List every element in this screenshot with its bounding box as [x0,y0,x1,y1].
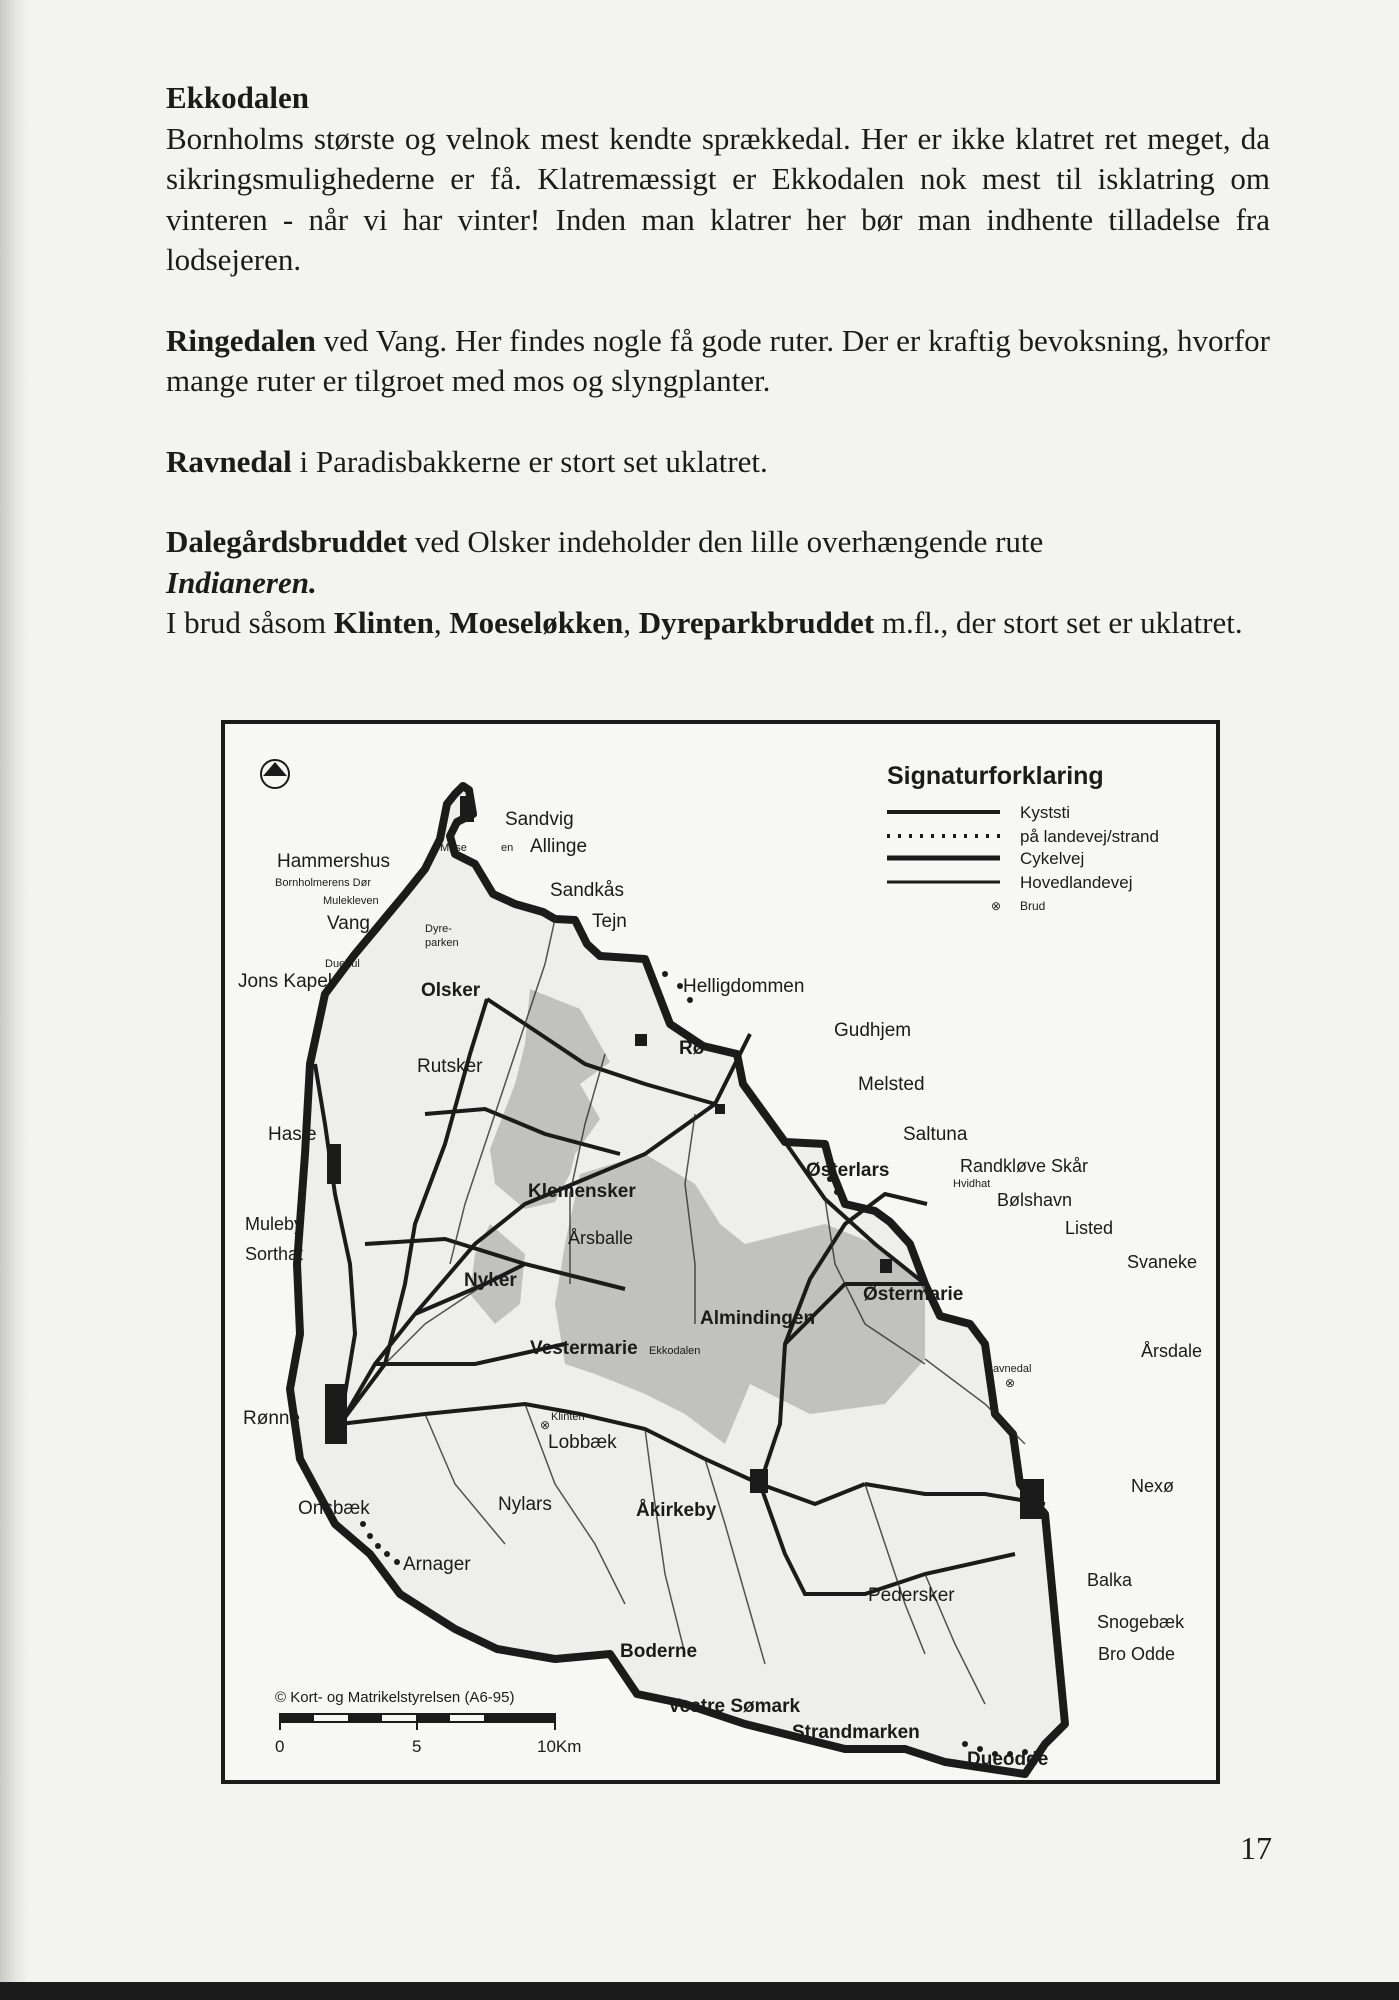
paragraph-ekkodalen [166,78,1270,281]
label-lobbaek: Lobbæk [548,1432,617,1453]
label-parken: parken [425,937,459,949]
label-vestre-somark: Vestre Sømark [668,1696,801,1717]
brud-separator: , [623,605,639,640]
label-mulekleven: Mulekleven [323,895,379,907]
label-almindingen: Almindingen [700,1308,816,1329]
label-boderne: Boderne [620,1641,698,1662]
brud-moeselokken: Moeseløkken [449,605,624,640]
scale-label-5: 5 [412,1737,422,1756]
label-strandmarken: Strandmarken [792,1722,920,1743]
label-onsbaek: Onsbæk [298,1498,370,1519]
label-jons-kapel: Jons Kapel [238,971,333,992]
quarry-ravnedal-icon: ⊗ [1005,1376,1016,1390]
label-melsted: Melsted [858,1074,925,1095]
label-hammershus: Hammershus [277,851,390,872]
route-name: Indianeren. [166,564,317,600]
label-sorthat: Sorthat [245,1244,304,1264]
scale-bar [275,1714,581,1756]
page-bottom-edge [0,1982,1399,2000]
legend [887,762,1159,913]
label-en: en [501,842,514,854]
brud-separator: , [433,605,450,640]
label-osterlars: Østerlars [806,1160,890,1181]
label-hvidhat: Hvidhat [953,1178,991,1190]
ringedalen-text: ved Vang. Her findes nogle få gode ruter. Der er kraftig bevoksning, hvorfor mange ruter er tilgroet med mos og slyngplanter. [166,322,1270,398]
label-hasle: Hasle [268,1124,317,1145]
quarry-klinten-icon: ⊗ [540,1418,551,1432]
heading-dalegaardsbruddet: Dalegårdsbruddet [166,524,408,559]
label-svaneke: Svaneke [1127,1252,1198,1272]
map-copyright: © Kort- og Matrikelstyrelsen (A6-95) [275,1689,515,1706]
label-ro: Rø [679,1038,705,1059]
label-akirkeby: Åkirkeby [636,1500,717,1521]
map-canvas [225,724,1216,1780]
label-nexo: Nexø [1131,1476,1175,1496]
label-tejn: Tejn [592,911,627,932]
paragraph-ringedalen [166,321,1270,402]
page-number: 17 [1240,1830,1272,1866]
bornholm-map [221,720,1220,1784]
label-saltuna: Saltuna [903,1124,968,1145]
label-klemensker: Klemensker [528,1181,636,1202]
heading-ravnedal: Ravnedal [166,443,292,479]
paragraph-brud [166,603,1270,644]
label-nyker: Nyker [464,1270,517,1291]
body-text [166,78,1270,644]
label-ravnedal: Ravnedal [985,1363,1032,1375]
label-balka: Balka [1087,1570,1133,1590]
label-arsballe: Årsballe [568,1228,634,1248]
label-bornholmerens-dor: Bornholmerens Dør [275,877,371,889]
legend-title: Signaturforklaring [887,762,1104,790]
label-bro-odde: Bro Odde [1098,1644,1176,1664]
legend-brud-icon: ⊗ [991,899,1002,913]
scale-label-10km: 10Km [537,1737,582,1756]
label-arsdale: Årsdale [1141,1341,1203,1361]
label-snogebaek: Snogebæk [1097,1612,1185,1632]
brud-dyreparkbruddet: Dyreparkbruddet [638,605,875,640]
label-ostermarie: Østermarie [863,1284,964,1305]
dalegaardsbruddet-text: ved Olsker indeholder den lille overhængende rute [407,524,1044,559]
legend-cykelvej: Cykelvej [1020,849,1085,868]
north-arrow-icon [261,760,289,788]
paragraph-ravnedal [166,442,1270,483]
label-muleby: Muleby [245,1214,304,1234]
label-sandkaas: Sandkås [550,880,624,901]
legend-kyststi: Kyststi [1020,803,1071,822]
legend-landevej: på landevej/strand [1020,827,1159,846]
label-bolshavn: Bølshavn [997,1190,1073,1210]
label-helligdommen: Helligdommen [683,976,805,997]
label-vang: Vang [327,913,370,934]
label-dyre: Dyre- [425,923,452,935]
label-arnager: Arnager [403,1554,471,1575]
label-randklove-skar: Randkløve Skår [960,1156,1089,1176]
label-allinge: Allinge [530,836,588,857]
heading-ekkodalen: Ekkodalen [166,80,310,115]
label-dueodde: Dueodde [967,1749,1049,1770]
brud-text-pre: I brud såsom [166,605,334,640]
book-spine-shadow [0,0,30,2000]
label-sandvig: Sandvig [505,809,574,830]
brud-klinten: Klinten [333,605,434,640]
label-nylars: Nylars [498,1494,552,1515]
label-olsker: Olsker [421,980,481,1001]
label-moese: Mose [440,842,467,854]
label-gudhjem: Gudhjem [834,1020,912,1041]
ekkodalen-text: Bornholms største og velnok mest kendte sprækkedal. Her er ikke klatret ret meget, da sikringsmulighederne er få. Klatremæssigt er Ekkodalen nok mest til isklatring om vinteren - når vi har vinter! Inden man klatrer her bør man indhente tilladelse fra lodsejeren. [166,120,1270,277]
ravnedal-text: i Paradisbakkerne er stort set uklatret. [291,443,768,479]
brud-text-post: m.fl., der stort set er uklatret. [874,605,1243,640]
legend-hovedlandevej: Hovedlandevej [1020,873,1133,892]
label-duehul: Duehul [325,958,360,970]
label-klinten: Klinten [551,1411,585,1423]
label-pedersker: Pedersker [868,1585,955,1606]
label-rutsker: Rutsker [417,1056,483,1077]
legend-brud: Brud [1020,899,1046,913]
scale-label-0: 0 [275,1737,285,1756]
label-vestermarie: Vestermarie [530,1338,638,1359]
label-ekkodalen: Ekkodalen [649,1345,701,1357]
paragraph-dalegaardsbruddet [166,522,1270,603]
heading-ringedalen: Ringedalen [166,322,316,358]
label-ronne: Rønne [243,1408,301,1429]
label-listed: Listed [1065,1218,1114,1238]
